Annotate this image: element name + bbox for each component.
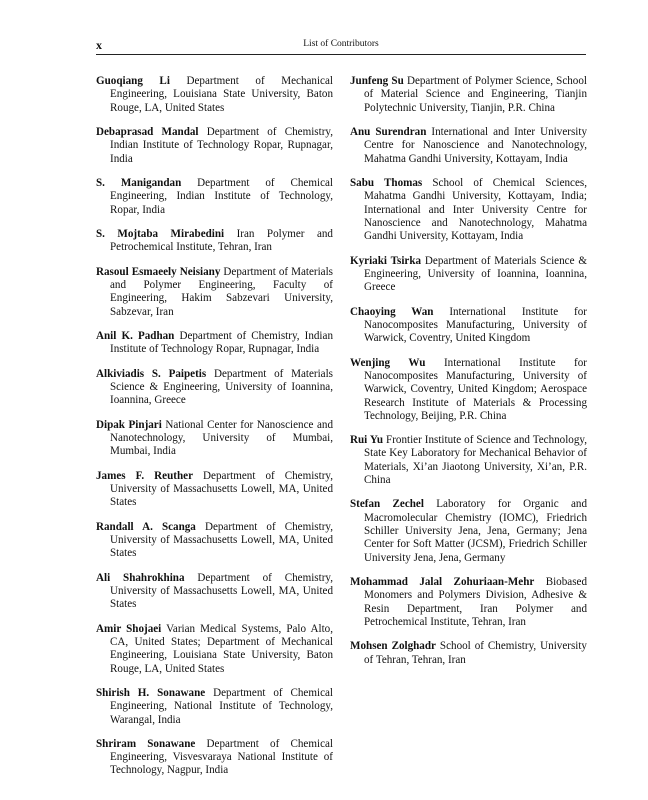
contributor-name: Sabu Thomas [350, 177, 423, 190]
page-number: x [96, 38, 102, 52]
contributor-name: Wenjing Wu [350, 356, 426, 369]
contributor-entry [350, 306, 587, 346]
contributor-affiliation: Department of Chemistry, University of Massachusetts Lowell, MA, United States [110, 571, 333, 611]
contributor-entry [96, 177, 333, 217]
contributor-affiliation: Department of Chemical Engineering, Indian Institute of Technology, Ropar, India [110, 177, 333, 216]
contributor-entry [96, 738, 333, 778]
page-header [96, 36, 586, 55]
contributor-name: Anu Surendran [350, 126, 427, 139]
contributor-entry [350, 255, 587, 295]
contributor-affiliation: Department of Materials Science & Engineering, University of Ioannina, Ioannina, Greece [364, 254, 587, 294]
contributor-entry [96, 75, 333, 115]
contributor-affiliation: Department of Chemical Engineering, National Institute of Technology, Warangal, India [110, 686, 333, 726]
running-title: List of Contributors [303, 39, 379, 49]
contributor-affiliation: Department of Materials and Polymer Engineering, Faculty of Engineering, Hakim Sabzevari University, Sabzevar, Iran [110, 265, 333, 318]
contributor-affiliation: International Institute for Nanocomposites Manufacturing, University of Warwick, Coventry, United Kingdom; Aerospace Research Institute of Materials & Processing Technology, Beijing, P.R. China [364, 356, 587, 422]
contributor-name: Kyriaki Tsirka [350, 254, 422, 267]
contributor-affiliation: International and Inter University Centre for Nanoscience and Nanotechnology, Mahatma Gandhi University, Kottayam, India [364, 126, 587, 165]
contributor-affiliation: Department of Mechanical Engineering, Louisiana State University, Baton Rouge, LA, United States [110, 75, 333, 114]
contributor-entry [96, 266, 333, 319]
contributor-name: Anil K. Padhan [96, 330, 175, 343]
contributor-affiliation: School of Chemistry, University of Tehran, Tehran, Iran [364, 640, 587, 666]
left-column [96, 64, 333, 781]
contributor-name: Shirish H. Sonawane [96, 686, 206, 699]
contributor-entry [96, 330, 333, 357]
contributor-name: Rui Yu [350, 434, 384, 447]
contributor-affiliation: Department of Materials Science & Engineering, University of Ioannina, Ioannina, Greece [110, 367, 333, 407]
contributor-entry [350, 576, 587, 629]
contributor-entry [96, 368, 333, 408]
contributor-entry [350, 75, 587, 115]
contributor-affiliation: National Center for Nanoscience and Nanotechnology, University of Mumbai, Mumbai, India [110, 418, 333, 458]
contributor-entry [96, 419, 333, 459]
contributor-affiliation: School of Chemical Sciences, Mahatma Gandhi University, Kottayam, India; International and Inter University Centre for Nanoscience and Nanotechnology, Mahatma Gandhi University, Kottayam, India [364, 177, 587, 243]
contributor-affiliation: Department of Chemistry, Indian Institute of Technology Ropar, Rupnagar, India [110, 330, 333, 356]
contributor-entry [96, 687, 333, 727]
contributor-name: Amir Shojaei [96, 622, 162, 635]
contributor-name: Mohammad Jalal Zohuriaan-Mehr [350, 576, 535, 589]
contributor-name: Dipak Pinjari [96, 418, 162, 431]
contributor-name: S. Mojtaba Mirabedini [96, 228, 225, 241]
contributor-affiliation: Varian Medical Systems, Palo Alto, CA, United States; Department of Mechanical Engineering, Louisiana State University, Baton Rouge, LA, United States [110, 622, 333, 675]
contributor-name: Junfeng Su [350, 75, 404, 88]
contributor-entry [96, 572, 333, 612]
contributor-name: Alkiviadis S. Paipetis [96, 367, 207, 380]
contributor-name: Mohsen Zolghadr [350, 640, 436, 653]
contributor-affiliation: Department of Chemistry, University of Massachusetts Lowell, MA, United States [110, 469, 333, 509]
contributor-name: Randall A. Scanga [96, 520, 196, 533]
contributor-entry [350, 357, 587, 423]
contributor-affiliation: Iran Polymer and Petrochemical Institute, Tehran, Iran [110, 228, 333, 254]
contributor-entry [350, 126, 587, 166]
contributor-name: Rasoul Esmaeely Neisiany [96, 265, 221, 278]
contributor-name: Debaprasad Mandal [96, 126, 199, 139]
contributor-entry [350, 498, 587, 564]
contributor-name: Shriram Sonawane [96, 737, 196, 750]
right-column [350, 64, 587, 670]
contributor-affiliation: Laboratory for Organic and Macromolecular Chemistry (IOMC), Friedrich Schiller University Jena, Jena, Germany; Jena Center for Soft Matter (JCSM), Friedrich Schiller University Jena, Jena, Germany [364, 498, 587, 564]
contributor-name: Stefan Zechel [350, 498, 424, 511]
contributor-affiliation: Department of Polymer Science, School of Material Science and Engineering, Tianjin Polytechnic University, Tianjin, P.R. China [364, 75, 587, 114]
contributor-affiliation: Department of Chemistry, Indian Institute of Technology Ropar, Rupnagar, India [110, 126, 333, 165]
contributor-entry [96, 623, 333, 676]
contributor-affiliation: International Institute for Nanocomposites Manufacturing, University of Warwick, Coventry, United Kingdom [364, 305, 587, 345]
contributor-entry [96, 126, 333, 166]
contributor-name: Ali Shahrokhina [96, 571, 185, 584]
contributor-affiliation: Biobased Monomers and Polymers Division, Adhesive & Resin Department, Iran Polymer and Petrochemical Institute, Tehran, Iran [364, 576, 587, 628]
contributor-entry [96, 521, 333, 561]
contributor-name: James F. Reuther [96, 469, 193, 482]
contributor-name: Chaoying Wan [350, 305, 434, 318]
contributor-affiliation: Department of Chemistry, University of Massachusetts Lowell, MA, United States [110, 520, 333, 560]
contributor-entry [350, 177, 587, 243]
contributor-name: Guoqiang Li [96, 75, 170, 88]
contributor-name: S. Manigandan [96, 177, 182, 190]
contributor-entry [350, 434, 587, 487]
contributor-entry [96, 470, 333, 510]
contributor-entry [350, 640, 587, 667]
contributor-affiliation: Department of Chemical Engineering, Visvesvaraya National Institute of Technology, Nagpur, India [110, 737, 333, 777]
contributor-affiliation: Frontier Institute of Science and Technology, State Key Laboratory for Mechanical Behavior of Materials, Xi’an Jiaotong University, Xi’an, P.R. China [364, 434, 587, 487]
contributor-entry [96, 228, 333, 255]
